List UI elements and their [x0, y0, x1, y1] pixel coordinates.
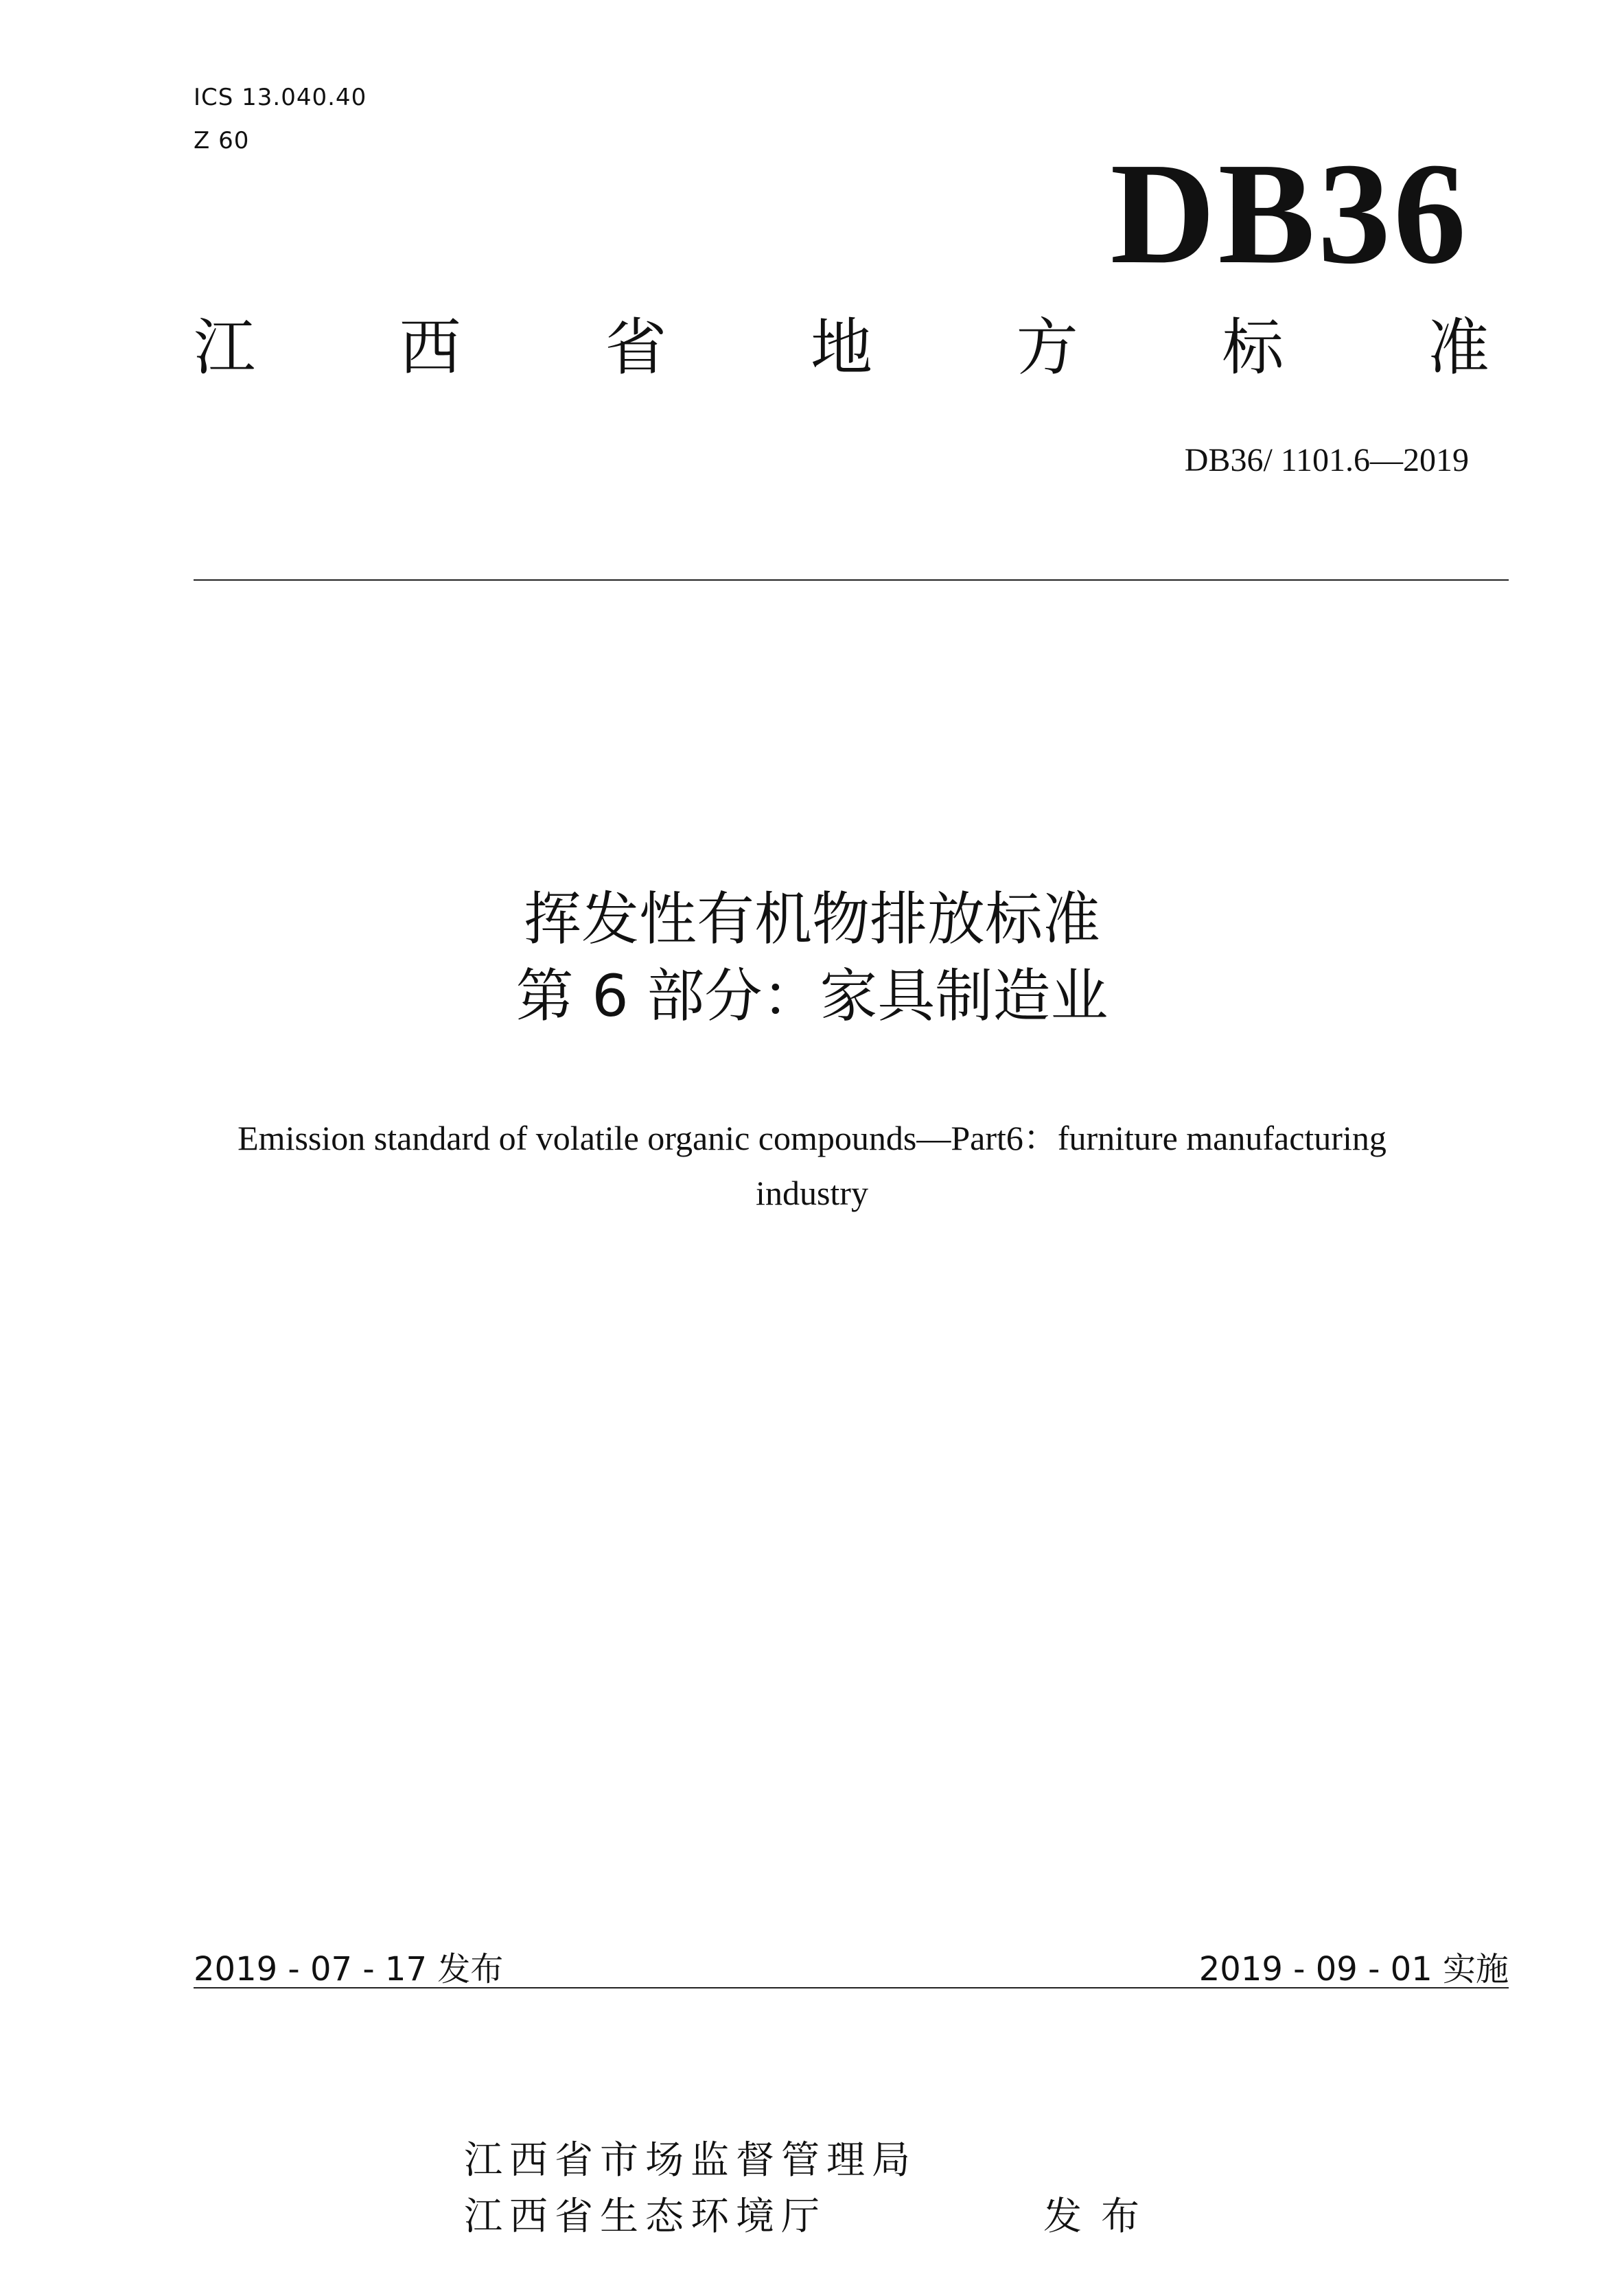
implementation-date: 2019 - 09 - 01 实施	[1198, 1950, 1509, 1988]
chinese-title-line-1: 挥发性有机物排放标准	[523, 885, 1100, 953]
ics-code: ICS 13.040.40	[194, 84, 367, 111]
standard-type-char: 标	[1222, 312, 1284, 384]
english-title	[0, 1111, 1624, 1220]
issue-date: 2019 - 07 - 17 发布	[194, 1950, 504, 1988]
standard-type-char: 地	[810, 312, 872, 384]
english-title-line-1: Emission standard of volatile organic compounds—Part6：furniture manufacturing	[237, 1119, 1387, 1157]
standard-type-char: 西	[399, 312, 461, 384]
chinese-title	[0, 881, 1624, 1034]
footer-divider	[194, 1987, 1509, 1988]
standard-type-char: 方	[1016, 312, 1078, 384]
issuing-authorities	[464, 2133, 917, 2245]
standard-number: DB36/ 1101.6—2019	[1184, 442, 1469, 478]
header-divider	[194, 579, 1509, 581]
english-title-line-2: industry	[756, 1174, 868, 1212]
standard-type-char: 省	[605, 312, 667, 384]
publish-label: 发布	[1043, 2194, 1159, 2239]
standard-type-title	[194, 312, 1489, 384]
ccs-code: Z 60	[194, 127, 250, 154]
issuer-market-regulation: 江西省市场监督管理局	[464, 2138, 917, 2183]
chinese-title-line-2: 第 6 部分：家具制造业	[515, 962, 1109, 1030]
standard-type-char: 江	[194, 312, 255, 384]
standard-type-char: 准	[1427, 312, 1489, 384]
issuer-ecology-environment: 江西省生态环境厅	[464, 2194, 826, 2239]
db36-logo: DB36	[1110, 132, 1469, 294]
